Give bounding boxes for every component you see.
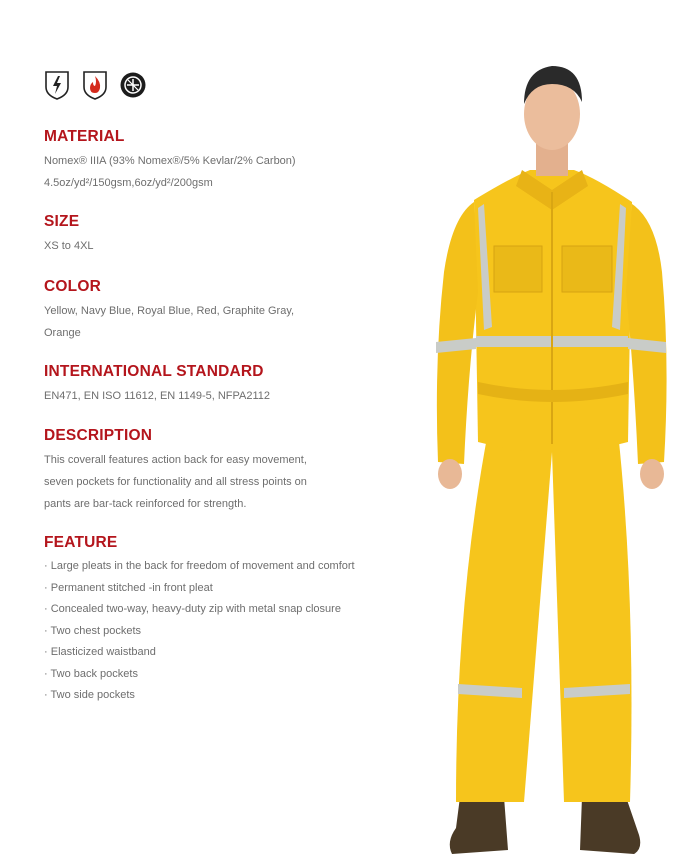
standard-text: EN471, EN ISO 11612, EN 1149-5, NFPA2112	[44, 390, 271, 402]
feature-heading: FEATURE	[44, 534, 118, 551]
antistatic-badge-icon	[119, 70, 147, 100]
description-line-3: pants are bar-tack reinforced for strength.	[44, 498, 247, 510]
certification-icons	[43, 70, 147, 100]
material-line-1: Nomex® IIIA (93% Nomex®/5% Kevlar/2% Carbon)	[44, 155, 296, 167]
feature-item: · Large pleats in the back for freedom of movement and comfort	[44, 556, 384, 578]
standard-heading: INTERNATIONAL STANDARD	[44, 363, 264, 380]
feature-list	[44, 556, 384, 707]
feature-item: · Two chest pockets	[44, 621, 384, 643]
color-heading: COLOR	[44, 278, 101, 295]
material-section	[44, 128, 384, 194]
description-section	[44, 427, 384, 515]
feature-item: · Two back pockets	[44, 664, 384, 686]
flame-shield-icon	[81, 70, 109, 100]
standard-section	[44, 363, 384, 407]
material-line-2: 4.5oz/yd²/150gsm,6oz/yd²/200gsm	[44, 177, 213, 189]
size-text: XS to 4XL	[44, 240, 94, 252]
color-line-2: Orange	[44, 327, 81, 339]
material-heading: MATERIAL	[44, 128, 125, 145]
electric-arc-shield-icon	[43, 70, 71, 100]
description-line-2: seven pockets for functionality and all stress points on	[44, 476, 307, 488]
size-section	[44, 213, 384, 257]
feature-item: · Elasticized waistband	[44, 642, 384, 664]
color-line-1: Yellow, Navy Blue, Royal Blue, Red, Graphite Gray,	[44, 305, 295, 317]
feature-item: · Concealed two-way, heavy-duty zip with metal snap closure	[44, 599, 384, 621]
description-line-1: This coverall features action back for easy movement,	[44, 454, 307, 466]
feature-item: · Two side pockets	[44, 685, 384, 707]
feature-item: · Permanent stitched -in front pleat	[44, 578, 384, 600]
coverall-model-image	[412, 42, 682, 863]
color-section	[44, 278, 384, 344]
size-heading: SIZE	[44, 213, 80, 230]
description-heading: DESCRIPTION	[44, 427, 153, 444]
feature-section	[44, 534, 384, 707]
